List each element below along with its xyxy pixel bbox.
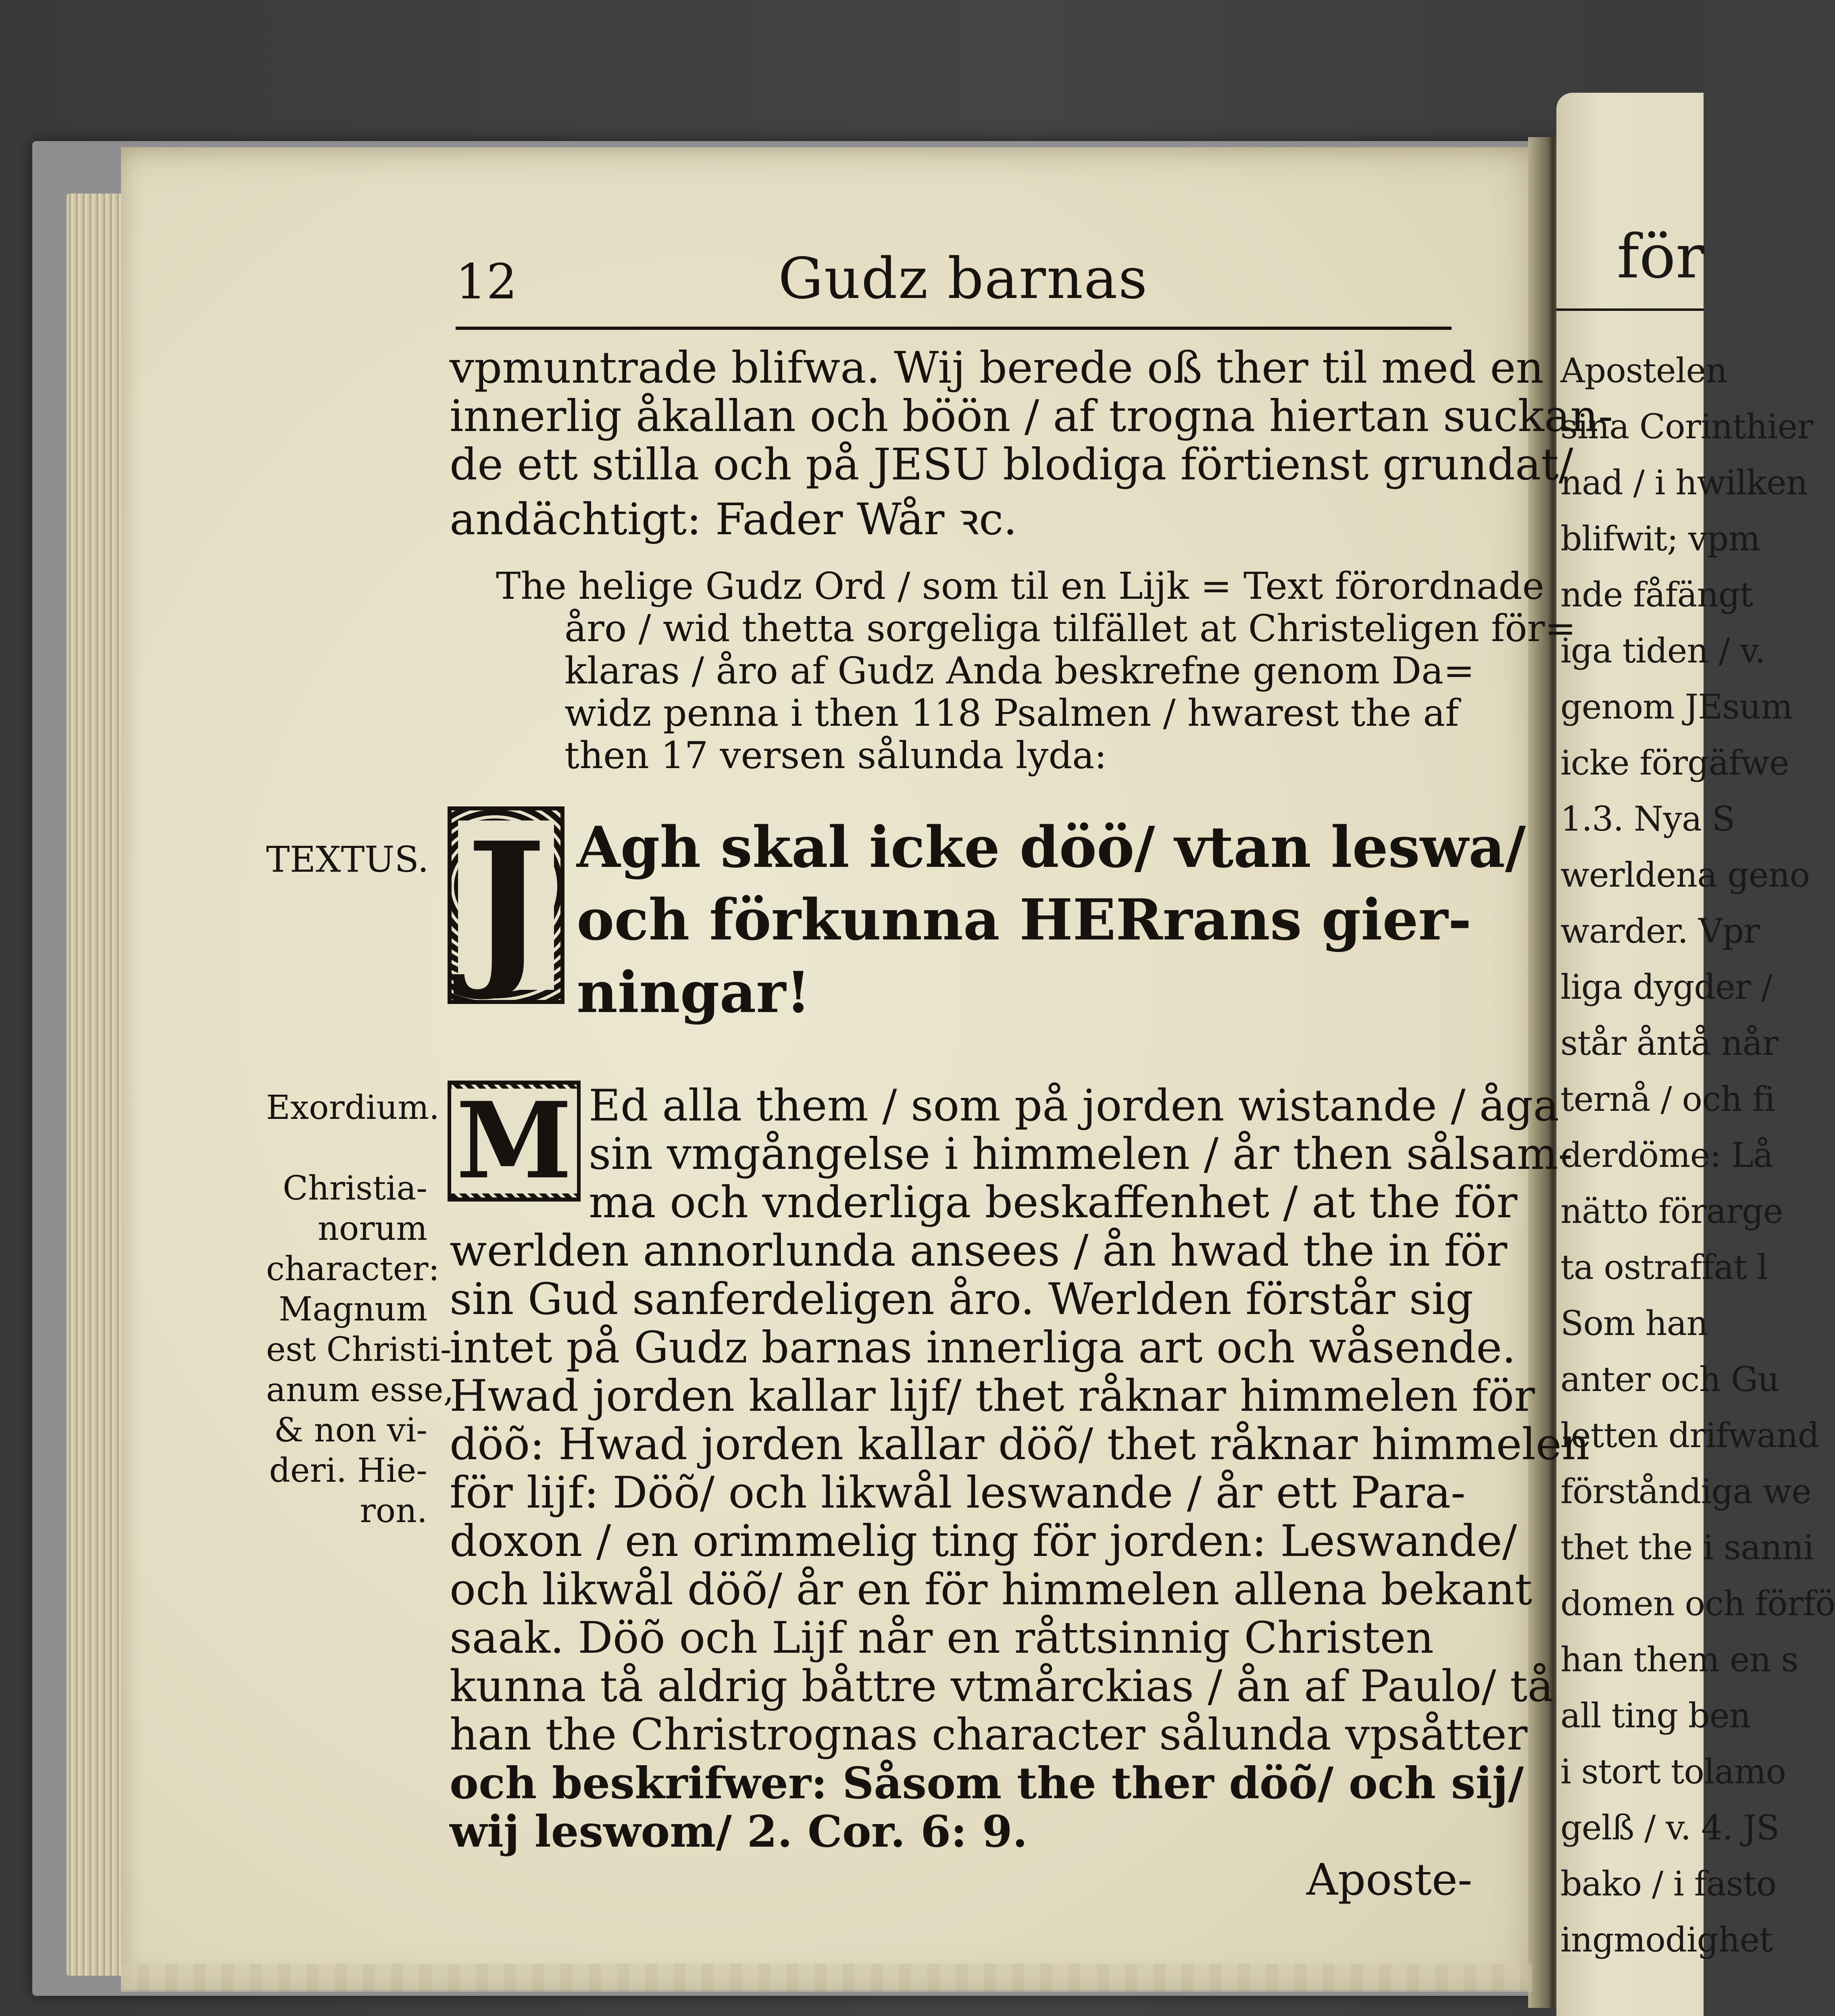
right-page-fragment: domen och förfö: [1560, 1584, 1835, 1623]
page-bottom-edge: [121, 1964, 1532, 1992]
margin-note: est Christi-: [266, 1331, 452, 1369]
right-page-fragment: werldena geno: [1560, 855, 1810, 895]
right-page-fragment: iga tiden / v.: [1560, 631, 1765, 671]
right-page-fragment: ingmodighet: [1560, 1920, 1773, 1960]
text-line: saak. Döõ och Lijf når en råttsinnig Christen: [450, 1613, 1434, 1663]
text-line: widz penna i then 118 Psalmen / hwarest the af: [564, 691, 1459, 735]
right-page-fragment: i stort tolamo: [1560, 1752, 1786, 1791]
text-line: sin vmgångelse i himmelen / år then sålsam-: [589, 1129, 1573, 1179]
right-page-fragment: han them en s: [1560, 1640, 1798, 1679]
header-rule: [456, 327, 1452, 330]
right-page-fragment: thet the i sanni: [1560, 1528, 1814, 1567]
scripture-line: ningar!: [577, 960, 811, 1026]
text-line: intet på Gudz barnas innerliga art och wåsende.: [450, 1322, 1516, 1373]
right-page-fragment: gelß / v. 4. JS: [1560, 1808, 1779, 1847]
scripture-line: Agh skal icke döö/ vtan leswa/: [577, 814, 1526, 881]
decorated-initial-m: [448, 1081, 581, 1202]
text-line: Ed alla them / som på jorden wistande / åga: [589, 1081, 1559, 1131]
textus-label: TEXTUS.: [266, 839, 429, 880]
right-head-rule: [1556, 308, 1704, 311]
right-page-fragment: Apostelen: [1560, 351, 1727, 390]
text-line: innerlig åkallan och böön / af trogna hiertan suckan-: [450, 391, 1613, 442]
text-line: kunna tå aldrig båttre vtmårckias / ån af Paulo/ tå: [450, 1661, 1554, 1712]
decorated-initial-j: [448, 806, 564, 1004]
page-number: 12: [456, 254, 517, 310]
right-page-fragment: blifwit; vpm: [1560, 519, 1760, 558]
text-line: The helige Gudz Ord / som til en Lijk = Text förordnade: [496, 564, 1544, 608]
right-page-fragment: 1.3. Nya S: [1560, 799, 1735, 839]
right-page-fragment: nde fåfängt: [1560, 575, 1753, 614]
right-page-fragment: letten drifwand: [1560, 1416, 1819, 1455]
margin-note: Exordium.: [266, 1089, 440, 1127]
right-page-fragment: nätto förarge: [1560, 1191, 1783, 1231]
text-line: doxon / en orimmelig ting för jorden: Leswande/: [450, 1516, 1517, 1566]
right-page-fragment: ta ostraffat l: [1560, 1248, 1768, 1287]
text-line: wij leswom/ 2. Cor. 6: 9.: [450, 1806, 1028, 1857]
right-page-fragment: icke förgäfwe: [1560, 743, 1789, 783]
text-line: för lijf: Döõ/ och likwål leswande / år ett Para-: [450, 1468, 1466, 1518]
right-page-fragment: Som han: [1560, 1304, 1708, 1343]
right-page-fragment: anter och Gu: [1560, 1360, 1779, 1399]
margin-note: Magnum: [279, 1290, 427, 1329]
text-line: åro / wid thetta sorgeliga tilfället at Christeligen för=: [564, 607, 1576, 650]
running-title: Gudz barnas: [778, 246, 1148, 312]
text-line: andächtigt: Fader Wår ꝛc.: [450, 494, 1017, 545]
text-line: vpmuntrade blifwa. Wij berede oß ther til med en: [450, 343, 1544, 393]
right-page-fragment: warder. Vpr: [1560, 911, 1760, 951]
right-page-fragment: genom JEsum: [1560, 687, 1793, 727]
initial-letter: J: [458, 821, 554, 990]
right-page-fragment: står åntå når: [1560, 1023, 1778, 1063]
text-line: werlden annorlunda ansees / ån hwad the in för: [450, 1226, 1508, 1276]
margin-note: anum esse,: [266, 1371, 454, 1409]
right-page: [1556, 93, 1835, 2016]
margin-note: & non vi-: [274, 1411, 427, 1450]
margin-note: character:: [266, 1250, 439, 1288]
right-page-fragment: liga dygder /: [1560, 967, 1772, 1007]
right-page-fragment: ternå / och fi: [1560, 1079, 1775, 1119]
text-line: han the Christrognas character sålunda vpsåtter: [450, 1710, 1528, 1760]
right-page-fragment: all ting ben: [1560, 1696, 1751, 1735]
right-page-fragment: nad / i hwilken: [1560, 463, 1808, 502]
margin-note: norum: [318, 1210, 427, 1248]
margin-note: ron.: [360, 1492, 427, 1530]
catchword: Aposte-: [1306, 1855, 1473, 1905]
scripture-line: och förkunna HERrans gier-: [577, 887, 1472, 953]
text-line: de ett stilla och på JESU blodiga förtienst grundat/: [450, 439, 1573, 490]
right-page-fragment: bako / i fasto: [1560, 1864, 1777, 1904]
text-line: och likwål döõ/ år en för himmelen allena bekant: [450, 1564, 1533, 1615]
initial-letter: M: [451, 1089, 577, 1193]
text-line: och beskrifwer: Såsom the ther döõ/ och sij/: [450, 1758, 1524, 1809]
text-line: klaras / åro af Gudz Anda beskrefne genom Da=: [564, 649, 1475, 692]
margin-note: deri. Hie-: [269, 1452, 427, 1490]
text-line: Hwad jorden kallar lijf/ thet råknar himmelen för: [450, 1371, 1535, 1421]
right-page-fragment: derdöme: Lå: [1560, 1135, 1773, 1175]
text-line: then 17 versen sålunda lyda:: [564, 734, 1107, 777]
right-page-fragment: förståndiga we: [1560, 1472, 1811, 1511]
margin-note: Christia-: [283, 1169, 427, 1208]
text-line: ma och vnderliga beskaffenhet / at the för: [589, 1177, 1518, 1228]
right-page-fragment: sina Corinthier: [1560, 407, 1813, 446]
text-line: sin Gud sanferdeligen åro. Werlden förstår sig: [450, 1274, 1474, 1325]
right-running-title: för: [1617, 222, 1705, 292]
text-line: döõ: Hwad jorden kallar döõ/ thet råknar himmelen: [450, 1419, 1590, 1470]
